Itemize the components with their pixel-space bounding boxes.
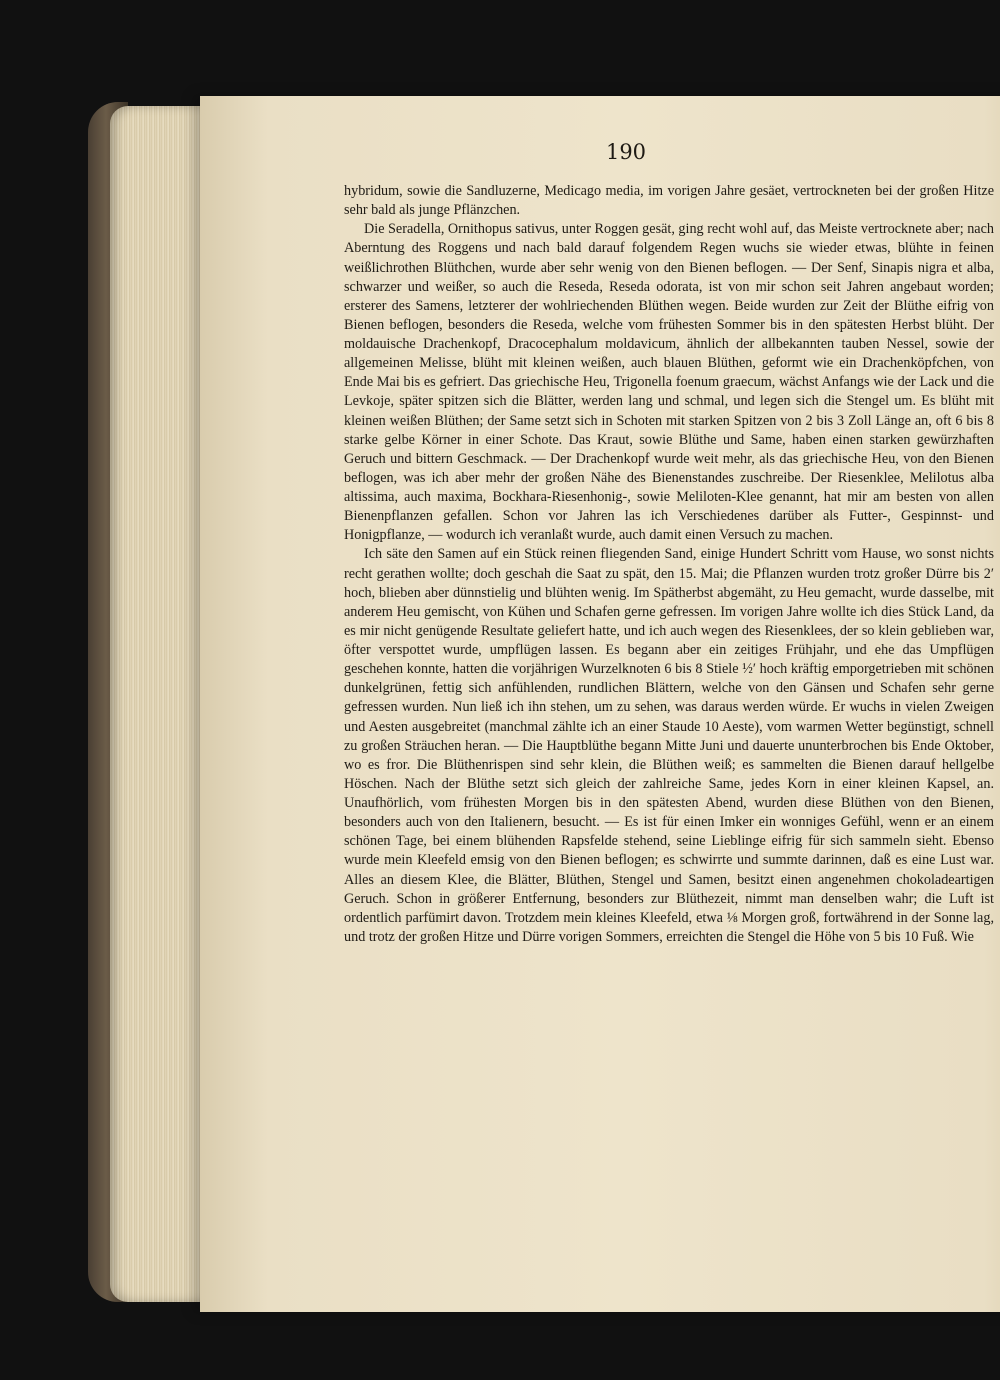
page-number: 190 — [605, 140, 647, 164]
page-body-text — [344, 182, 994, 947]
paragraph-1: hybridum, sowie die Sandluzerne, Medicago media, im vorigen Jahre gesäet, vertrockneten bei der großen Hitze sehr bald als junge Pflänzchen. — [344, 183, 994, 219]
book-page — [200, 96, 1000, 1312]
paragraph-2: Die Seradella, Ornithopus sativus, unter Roggen gesät, ging recht wohl auf, das Meiste vertrocknete aber; nach Aberntung des Roggens und nach bald darauf folgendem Regen wuchs sie wieder etwas, blühte in feinen weißlichrothen Blüthchen, wurde aber sehr wenig von den Bienen beflogen. — Der Senf, Sinapis nigra et alba, schwarzer und weißer, so auch die Reseda, Reseda odorata, ist von mir schon seit Jahren angebaut worden; ersterer des Samens, letzterer der wohlriechenden Blüthen wegen. Beide wurden zur Zeit der Blüthe eifrig von Bienen beflogen, besonders die Reseda, welche vom frühesten Sommer bis in den spätesten Herbst blüht. Der moldauische Drachenkopf, Dracocephalum moldavicum, ähnlich der allbekannten tauben Nessel, sowie der allgemeinen Melisse, blüht mit kleinen weißen, auch blauen Blüthen, geformt wie ein Drachenköpfchen, von Ende Mai bis es gefriert. Das griechische Heu, Trigonella foenum graecum, wächst Anfangs wie der Lack und die Levkoje, später spitzen sich die Blätter, werden lang und schmal, und legen sich die Stengel um. Es blüht mit kleinen weißen Blüthen; der Same setzt sich in Schoten mit starken Spitzen von 2 bis 3 Zoll Länge an, oft 6 bis 8 starke gelbe Körner in einer Schote. Das Kraut, sowie Blüthe und Same, haben einen starken gewürzhaften Geruch und bittern Geschmack. — Der Drachenkopf wurde weit mehr, als das griechische Heu, von den Bienen beflogen, was ich aber mehr der großen Nähe des Bienenstandes zuschreibe. Der Riesenklee, Melilotus alba altissima, auch maxima, Bockhara-Riesenhonig-, sowie Meliloten-Klee genannt, hat mir am besten von allen Bienenpflanzen gefallen. Schon vor Jahren las ich Verschiedenes darüber als Futter-, Gespinnst- und Honigpflanze, — wodurch ich veranlaßt wurde, auch damit einen Versuch zu machen. — [344, 221, 994, 544]
paragraph-3: Ich säte den Samen auf ein Stück reinen fliegenden Sand, einige Hundert Schritt vom Hause, wo sonst nichts recht gerathen wollte; doch geschah die Saat zu spät, den 15. Mai; die Pflanzen wurden trotz großer Dürre bis 2′ hoch, blieben aber dünnstielig und blühten wenig. Im Spätherbst abgemäht, zu Heu gemacht, wurde dasselbe, mit anderem Heu gemischt, von Kühen und Schafen gerne gefressen. Im vorigen Jahre wollte ich dies Stück Land, da es mir nicht genügende Resultate geliefert hatte, und ich auch wegen des Riesenklees, der so klein geblieben war, öfter verspottet wurde, umpflügen lassen. Es begann aber ein zeitiges Frühjahr, und ehe das Umpflügen geschehen konnte, hatten die vorjährigen Wurzelknoten 6 bis 8 Stiele ½′ hoch kräftig emporgetrieben mit schönen dunkelgrünen, fettig sich anfühlenden, rundlichen Blättern, welche von den Gänsen und Schafen sehr gerne gefressen wurden. Nun ließ ich ihn stehen, um zu sehen, was daraus werden würde. Er wuchs in vielen Zweigen und Aesten ausgebreitet (manchmal zählte ich an einer Staude 10 Aeste), vom warmen Wetter begünstigt, schnell zu großen Sträuchen heran. — Die Hauptblüthe begann Mitte Juni und dauerte ununterbrochen bis Ende Oktober, wo es fror. Die Blüthenrispen sind sehr klein, die Blüthen weiß; es sammelten die Bienen darauf hellgelbe Höschen. Nach der Blüthe setzt sich gleich der zahlreiche Same, jedes Korn in einer kleinen Kapsel, an. Unaufhörlich, vom frühesten Morgen bis in den spätesten Abend, wurden diese Blüthen von den Bienen, besonders auch von den Italienern, besucht. — Es ist für einen Imker ein wonniges Gefühl, wenn er an einem schönen Tage, bei einem blühenden Rapsfelde stehend, seine Lieblinge eifrig für sich sammeln sieht. Ebenso wurde mein Kleefeld emsig von den Bienen beflogen; es schwirrte und summte darinnen, daß es eine Lust war. Alles an diesem Klee, die Blätter, Blüthen, Stengel und Samen, besitzt einen angenehmen chokoladeartigen Geruch. Schon in größerer Entfernung, besonders zur Blüthezeit, nimmt man denselben wahr; die Luft ist ordentlich parfümirt davon. Trotzdem mein kleines Kleefeld, etwa ⅛ Morgen groß, fortwährend in der Sonne lag, und trotz der großen Hitze und Dürre vorigen Sommers, erreichten die Stengel die Höhe von 5 bis 10 Fuß. Wie — [344, 546, 994, 945]
open-book — [88, 96, 1000, 1316]
